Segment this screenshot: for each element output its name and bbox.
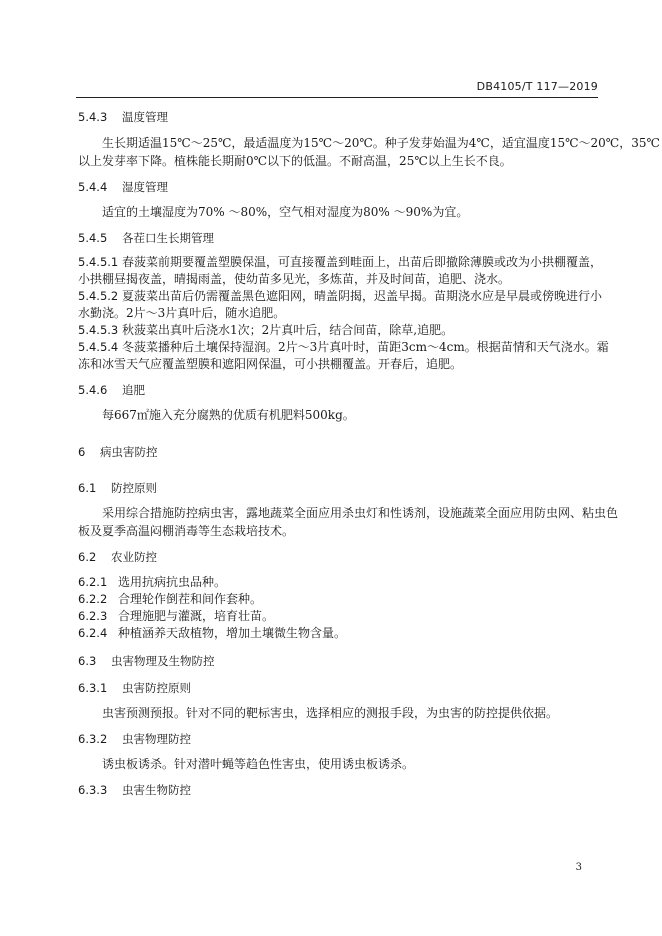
header-rule (76, 97, 598, 98)
section-heading (78, 548, 608, 566)
section-heading (78, 108, 608, 126)
paragraph-line: 水勤浇。2片～3片真叶后，随水追肥。 (78, 306, 286, 320)
section-title: 各茬口生长期管理 (122, 231, 214, 245)
item-number: 5.4.5.2 (78, 289, 119, 303)
section-title: 虫害物理及生物防控 (111, 654, 215, 668)
section-title: 虫害生物防控 (122, 783, 191, 797)
section-title: 农业防控 (111, 550, 157, 564)
section-heading (78, 479, 608, 497)
section-number: 6.1 (78, 481, 97, 495)
item-text: 冬菠菜播种后土壤保持湿润。2片～3片真叶时，苗距3cm～4cm。根据苗情和天气浇水。霜 (122, 340, 609, 354)
item-text: 春菠菜前期要覆盖塑膜保温，可直接覆盖到畦面上，出苗后即撤除薄膜或改为小拱棚覆盖， (122, 255, 603, 269)
list-item (78, 573, 608, 591)
list-item (78, 624, 608, 642)
page-number: 3 (575, 862, 582, 873)
item-number: 6.2.4 (78, 626, 108, 640)
section-title: 湿度管理 (122, 180, 168, 194)
section-title: 追肥 (122, 383, 145, 397)
paragraph-line: 板及夏季高温闷棚消毒等生态栽培技术。 (78, 524, 295, 538)
list-item (78, 590, 608, 608)
paragraph-line: 适宜的土壤湿度为70% ～80%，空气相对湿度为80% ～90%为宜。 (102, 205, 469, 219)
item-number: 6.2.2 (78, 592, 108, 606)
section-number: 5.4.5 (78, 231, 108, 245)
paragraph-line: 每667㎡施入充分腐熟的优质有机肥料500kg。 (102, 408, 355, 422)
section-number: 6.3.1 (78, 681, 108, 695)
list-item (78, 321, 608, 339)
chapter-heading (78, 443, 608, 461)
section-heading (78, 652, 608, 670)
chapter-number: 6 (78, 445, 86, 459)
item-text: 合理施肥与灌溉，培育壮苗。 (118, 609, 275, 623)
item-text: 种植涵养天敌植物，增加土壤微生物含量。 (118, 626, 347, 640)
section-title: 虫害防控原则 (122, 681, 191, 695)
paragraph-line: 诱虫板诱杀。针对潜叶蝇等趋色性害虫，使用诱虫板诱杀。 (102, 757, 415, 771)
document-header-code: DB4105/T 117—2019 (476, 80, 598, 93)
section-title: 温度管理 (122, 110, 168, 124)
paragraph-line: 生长期适温15℃～25℃，最适温度为15℃～20℃。种子发芽始温为4℃，适宜温度15℃～20℃，35℃ (102, 136, 660, 150)
section-title: 虫害物理防控 (122, 732, 191, 746)
paragraph-line: 冻和冰雪天气应覆盖塑膜和遮阳网保温，可小拱棚覆盖。开春后，追肥。 (78, 357, 463, 371)
section-heading (78, 781, 608, 799)
item-text: 秋菠菜出真叶后浇水1次；2片真叶后，结合间苗，除草,追肥。 (122, 323, 454, 337)
item-text: 选用抗病抗虫品种。 (118, 575, 227, 589)
section-number: 6.3.2 (78, 732, 108, 746)
list-item (78, 607, 608, 625)
item-number: 5.4.5.3 (78, 323, 119, 337)
list-item (78, 253, 608, 271)
paragraph-line: 小拱棚昼揭夜盖，晴揭雨盖，使幼苗多见光，多炼苗，并及时间苗，追肥、浇水。 (78, 272, 511, 286)
section-heading (78, 381, 608, 399)
item-number: 6.2.1 (78, 575, 108, 589)
section-title: 防控原则 (111, 481, 157, 495)
paragraph-line: 虫害预测预报。针对不同的靶标害虫，选择相应的测报手段，为虫害的防控提供依据。 (102, 706, 559, 720)
section-number: 5.4.6 (78, 383, 108, 397)
paragraph-line: 以上发芽率下降。植株能长期耐0℃以下的低温。不耐高温，25℃以上生长不良。 (78, 154, 512, 168)
section-heading (78, 229, 608, 247)
section-heading (78, 730, 608, 748)
item-text: 合理轮作倒茬和间作套种。 (118, 592, 263, 606)
section-number: 6.2 (78, 550, 97, 564)
section-heading (78, 178, 608, 196)
list-item (78, 287, 608, 305)
chapter-title: 病虫害防控 (100, 445, 158, 459)
section-heading (78, 679, 608, 697)
item-text: 夏菠菜出苗后仍需覆盖黑色遮阳网，晴盖阴揭，迟盖早揭。苗期浇水应是早晨或傍晚进行小 (122, 289, 603, 303)
section-number: 6.3.3 (78, 783, 108, 797)
section-number: 5.4.4 (78, 180, 108, 194)
section-number: 6.3 (78, 654, 97, 668)
item-number: 5.4.5.1 (78, 255, 119, 269)
section-number: 5.4.3 (78, 110, 108, 124)
item-number: 5.4.5.4 (78, 340, 119, 354)
item-number: 6.2.3 (78, 609, 108, 623)
list-item (78, 338, 608, 356)
paragraph-line: 采用综合措施防控病虫害，露地蔬菜全面应用杀虫灯和性诱剂，设施蔬菜全面应用防虫网、粘虫色 (102, 506, 619, 520)
